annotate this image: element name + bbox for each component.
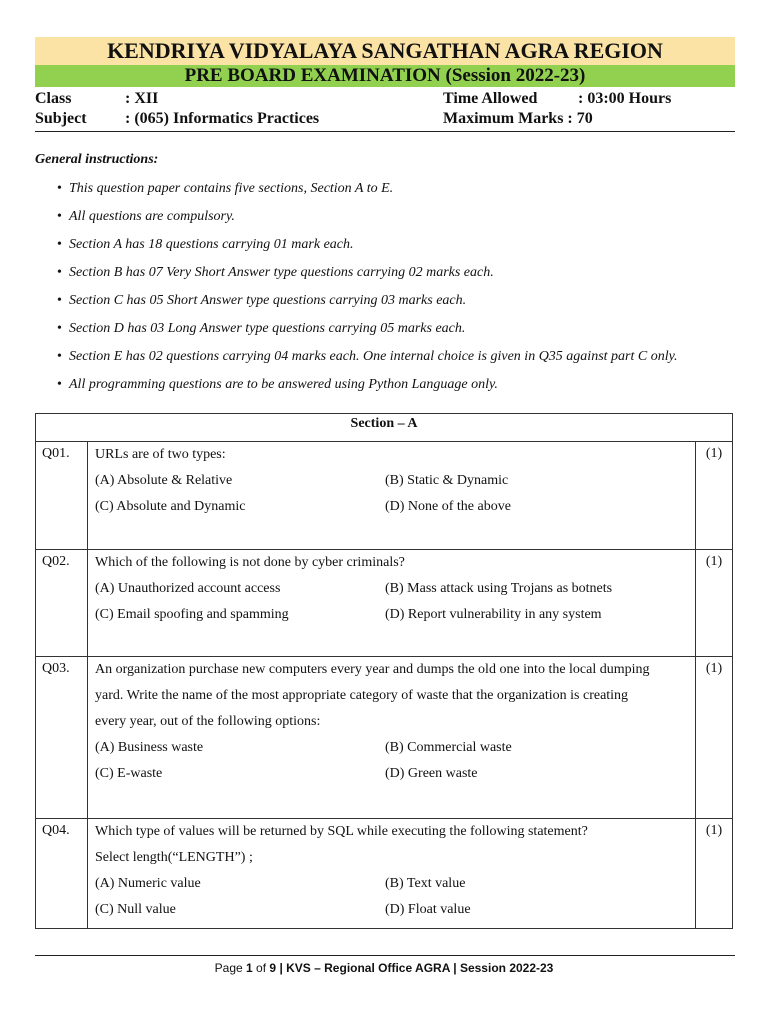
option-d: (D) Green waste (385, 766, 478, 781)
instruction-item: • Section C has 05 Short Answer type questions carrying 03 marks each. (57, 293, 467, 308)
bullet-icon: • (57, 237, 62, 252)
question-row (36, 550, 733, 657)
question-body (88, 550, 696, 657)
option-c: (C) Absolute and Dynamic (95, 499, 246, 514)
bullet-icon: • (57, 181, 62, 196)
question-text: Which of the following is not done by cyber criminals? (95, 555, 405, 570)
question-marks: (1) (696, 819, 733, 929)
organization-title: KENDRIYA VIDYALAYA SANGATHAN AGRA REGION (35, 37, 735, 65)
option-c: (C) E-waste (95, 766, 163, 781)
question-marks: (1) (696, 550, 733, 657)
section-a-table (35, 413, 733, 929)
subject-value: : (065) Informatics Practices (125, 110, 320, 127)
instruction-item: • This question paper contains five sections, Section A to E. (57, 181, 394, 196)
time-value: : 03:00 Hours (578, 90, 672, 107)
time-label: Time Allowed (443, 90, 538, 107)
option-d: (D) Report vulnerability in any system (385, 607, 602, 622)
option-a: (A) Unauthorized account access (95, 581, 281, 596)
instructions-list (57, 180, 678, 404)
question-row (36, 442, 733, 550)
bullet-icon: • (57, 293, 62, 308)
bullet-icon: • (57, 377, 62, 392)
section-title: Section – A (36, 414, 733, 442)
question-body (88, 657, 696, 819)
instruction-item: • Section E has 02 questions carrying 04 marks each. One internal choice is given in Q35 against part C only. (57, 349, 678, 364)
question-text: yard. Write the name of the most appropriate category of waste that the organization is creating (95, 688, 629, 703)
option-a: (A) Business waste (95, 740, 204, 755)
question-body (88, 819, 696, 929)
instruction-item: • All programming questions are to be answered using Python Language only. (57, 377, 498, 392)
subject-label: Subject (35, 110, 87, 127)
footer-divider (35, 955, 735, 956)
bullet-icon: • (57, 209, 62, 224)
question-body (88, 442, 696, 550)
option-c: (C) Null value (95, 902, 176, 917)
question-text: An organization purchase new computers every year and dumps the old one into the local dumping (95, 662, 650, 677)
option-b: (B) Static & Dynamic (385, 473, 509, 488)
question-text: URLs are of two types: (95, 447, 226, 462)
option-b: (B) Text value (385, 876, 466, 891)
bullet-icon: • (57, 321, 62, 336)
question-number: Q04. (36, 819, 88, 929)
max-marks: Maximum Marks : 70 (443, 110, 593, 127)
option-c: (C) Email spoofing and spamming (95, 607, 289, 622)
of-word: of (256, 961, 267, 975)
page-footer (0, 961, 768, 975)
question-text: every year, out of the following options: (95, 714, 321, 729)
question-text: Select length(“LENGTH”) ; (95, 850, 253, 865)
question-number: Q01. (36, 442, 88, 550)
instruction-item: • Section D has 03 Long Answer type questions carrying 05 marks each. (57, 321, 466, 336)
bullet-icon: • (57, 349, 62, 364)
option-a: (A) Numeric value (95, 876, 201, 891)
class-value: : XII (125, 90, 159, 107)
page-word: Page (214, 961, 243, 975)
instruction-item: • Section B has 07 Very Short Answer type questions carrying 02 marks each. (57, 265, 494, 280)
instruction-item: • Section A has 18 questions carrying 01 mark each. (57, 237, 354, 252)
question-row (36, 819, 733, 929)
header-divider (35, 131, 735, 132)
question-number: Q03. (36, 657, 88, 819)
question-marks: (1) (696, 442, 733, 550)
question-marks: (1) (696, 657, 733, 819)
bullet-icon: • (57, 265, 62, 280)
instructions-title: General instructions: (35, 152, 159, 167)
option-d: (D) None of the above (385, 499, 511, 514)
page-number: 1 (246, 961, 253, 975)
instruction-item: • All questions are compulsory. (57, 209, 235, 224)
footer-text: | KVS – Regional Office AGRA | Session 2022-23 (279, 961, 554, 975)
option-b: (B) Commercial waste (385, 740, 512, 755)
option-b: (B) Mass attack using Trojans as botnets (385, 581, 613, 596)
question-text: Which type of values will be returned by SQL while executing the following statement? (95, 824, 588, 839)
option-a: (A) Absolute & Relative (95, 473, 233, 488)
option-d: (D) Float value (385, 902, 471, 917)
question-row (36, 657, 733, 819)
class-label: Class (35, 90, 72, 107)
exam-title: PRE BOARD EXAMINATION (Session 2022-23) (35, 65, 735, 87)
page-total: 9 (269, 961, 277, 975)
question-number: Q02. (36, 550, 88, 657)
